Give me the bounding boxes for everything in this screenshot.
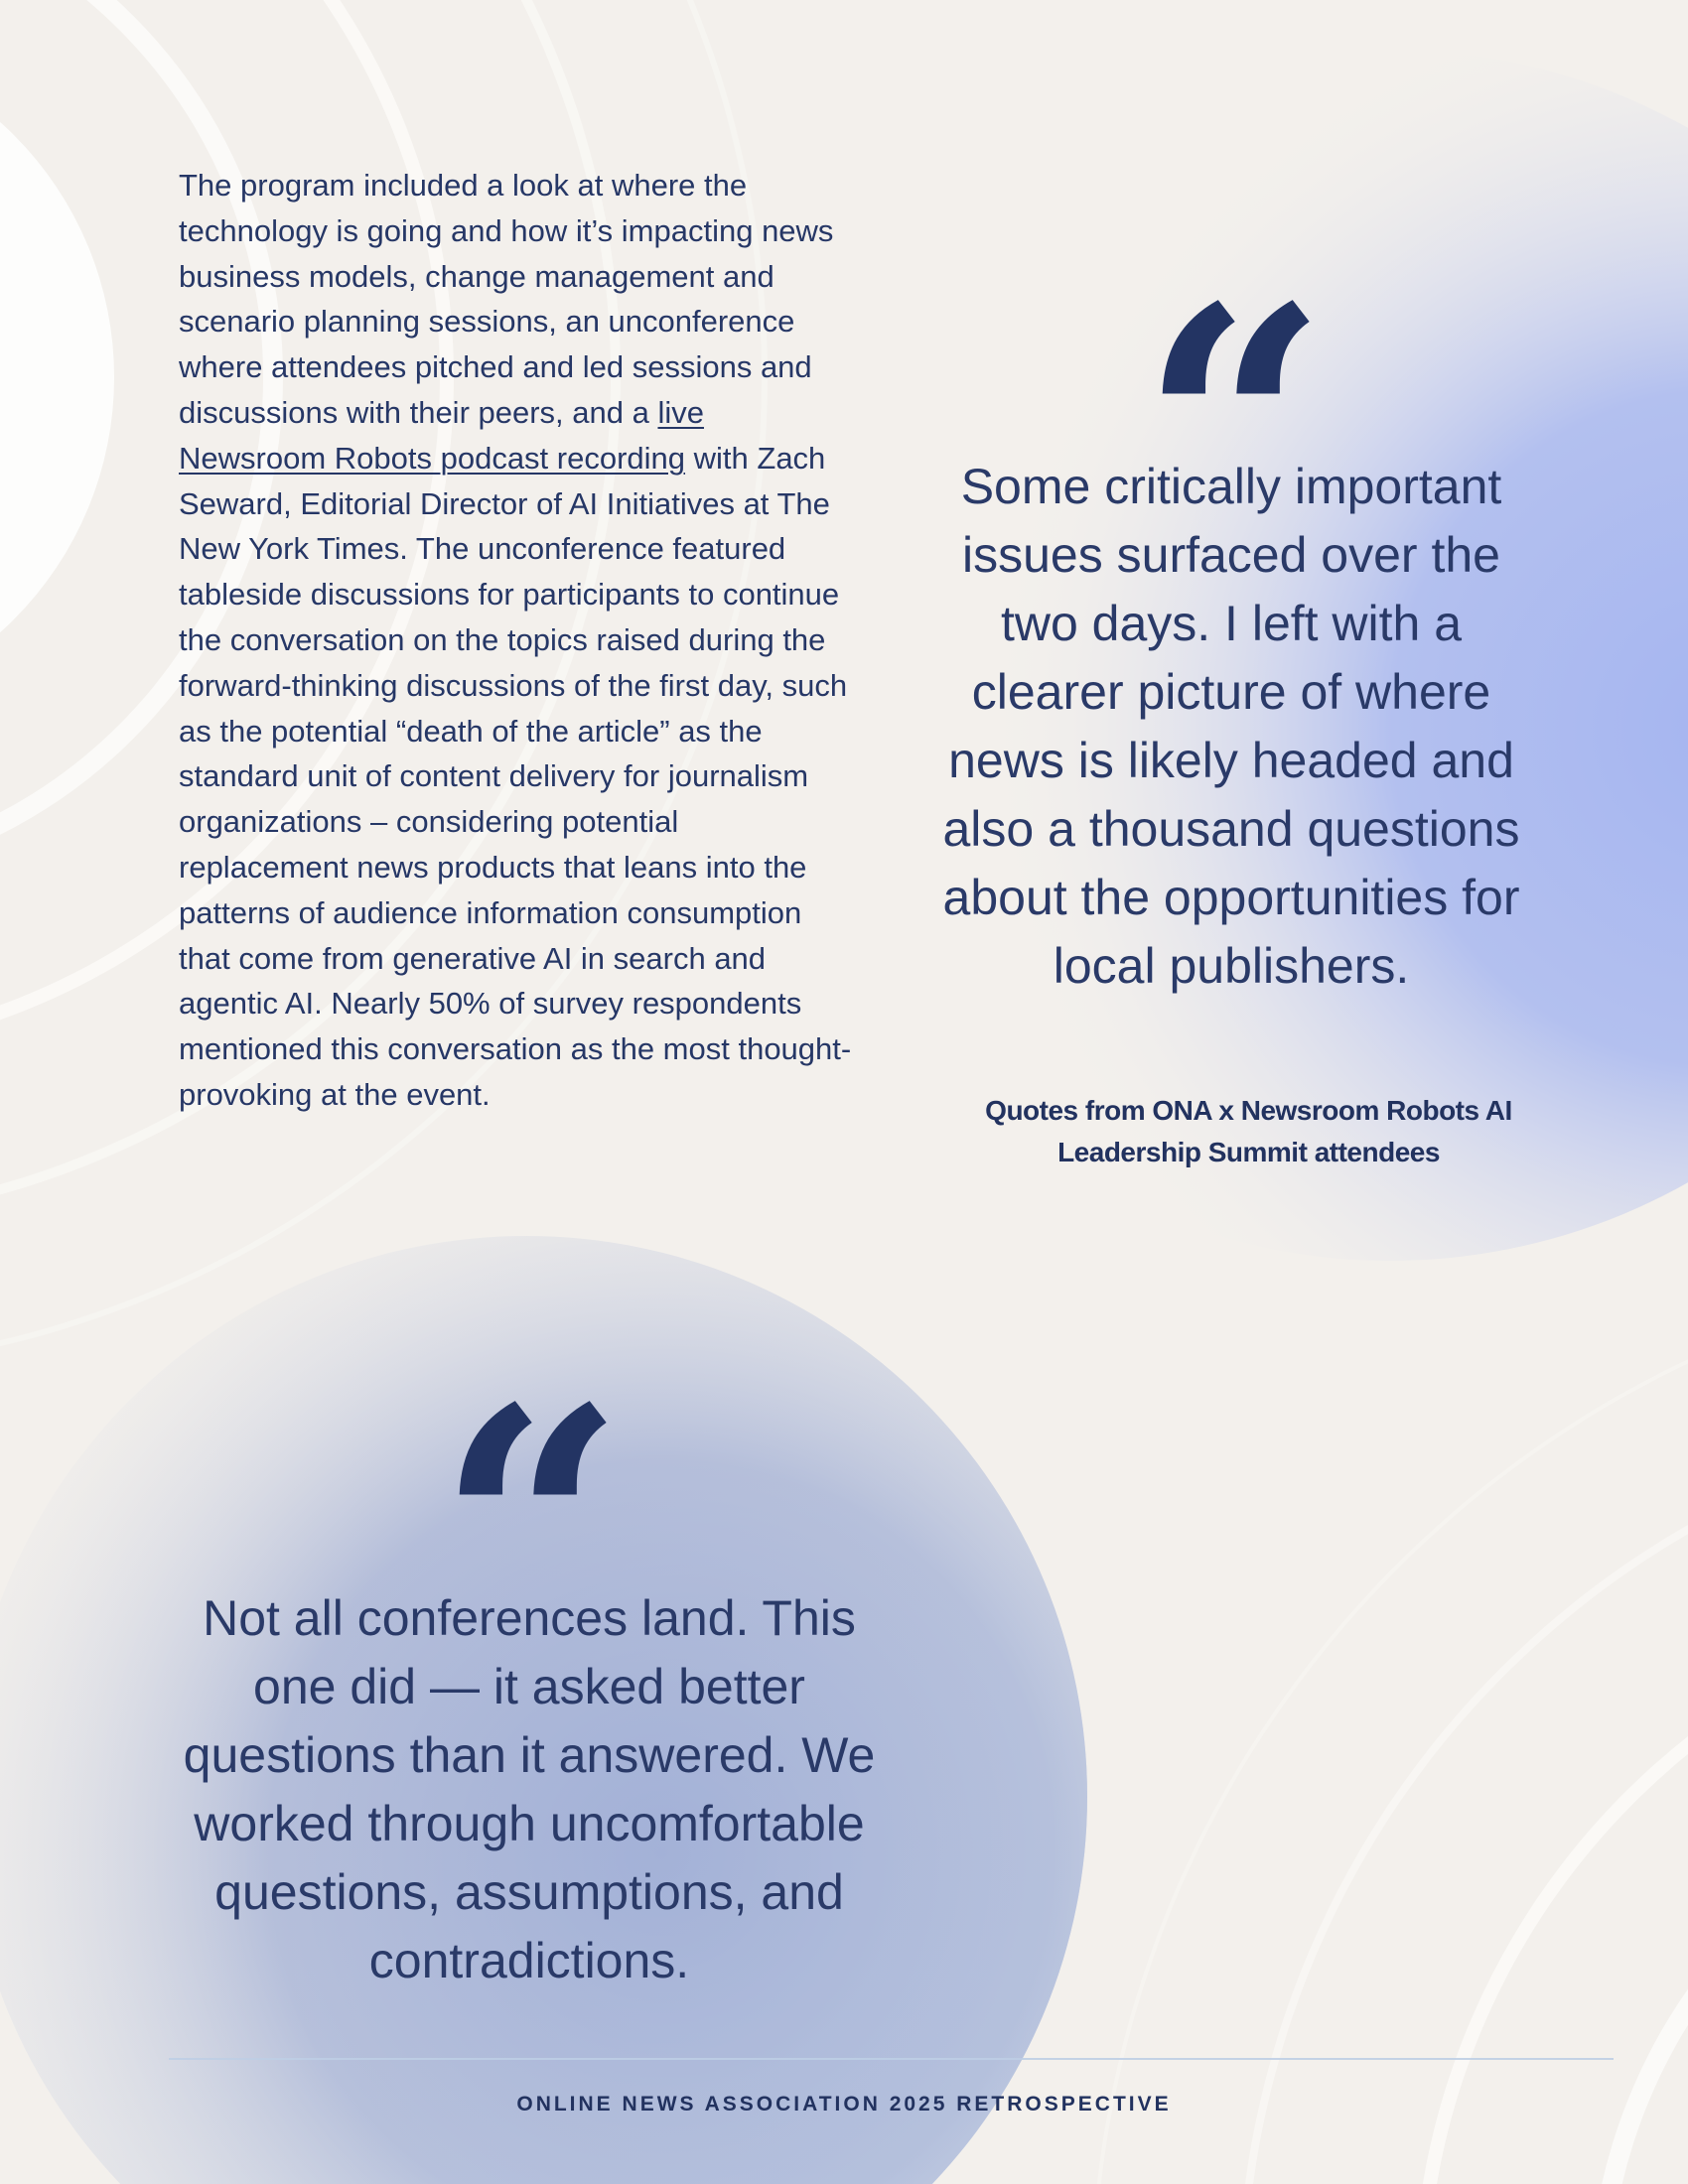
podcast-recording-link[interactable]: live Newsroom Robots podcast recording (179, 394, 704, 476)
body-text-part-2: with Zach Seward, Editorial Director of AI Initiatives at The New York Times. The unconference featured tableside discussions for participants to continue the conversation on the topics raised during the forward-thinking discussions of the first day, such as the potential “death of the article” as the standard unit of content delivery for journalism organizations – considering potential replacement news products that leans into the patterns of audience information consumption that come from generative AI in search and agentic AI. Nearly 50% of survey respondents mentioned this conversation as the most thought-provoking at the event. (179, 440, 852, 1112)
footer-divider (169, 2058, 1614, 2060)
quote-mark-icon: “ (437, 1336, 596, 1721)
body-text-part-1: The program included a look at where the technology is going and how it’s impacting news business models, change management and scenario planning sessions, an unconference where attendees pitched and led sessions and discussions with their peers, and a (179, 168, 834, 430)
quote-text-1: Some critically important issues surfaced over the two days. I left with a clearer picture of where news is likely headed and also a thousand questions about the opportunities for local publishers. (942, 459, 1520, 994)
arc-lines-bottom-right (1092, 1261, 1688, 2184)
footer-title: ONLINE NEWS ASSOCIATION 2025 RETROSPECTIVE (516, 2093, 1172, 2116)
quote-mark-icon: “ (1140, 235, 1299, 620)
quote-text-2: Not all conferences land. This one did — it asked better questions than it answered. We worked through uncomfortable questions, assumptions, and contradictions. (183, 1590, 876, 1988)
quote-attribution: Quotes from ONA x Newsroom Robots AI Leadership Summit attendees (985, 1095, 1512, 1167)
program-description (179, 163, 854, 1118)
